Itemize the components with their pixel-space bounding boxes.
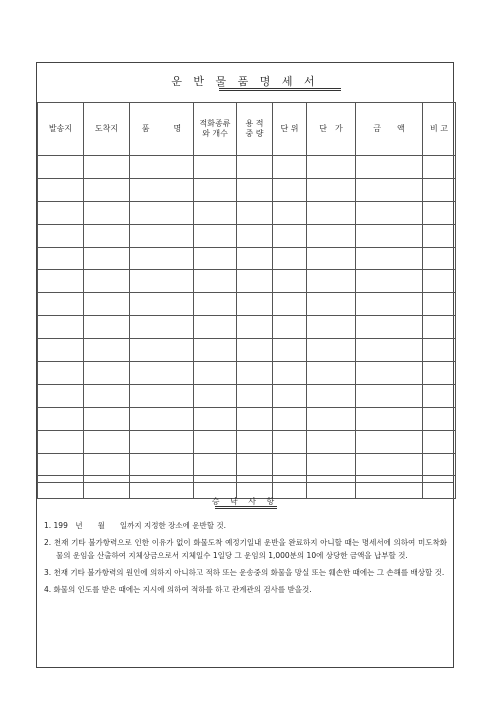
table-cell[interactable] (423, 316, 456, 339)
table-cell[interactable] (38, 201, 84, 224)
terms-list (44, 519, 447, 600)
form-frame (36, 62, 454, 668)
table-cell[interactable] (130, 224, 194, 247)
table-cell[interactable] (84, 362, 130, 385)
title-area (37, 63, 453, 102)
table-cell[interactable] (237, 453, 273, 476)
terms-item: 1. 199 년 월 일까지 지정한 장소에 운반할 것. (44, 521, 226, 530)
table-cell[interactable] (356, 339, 423, 362)
title-underline-1 (219, 88, 341, 89)
column-header: 단 위 (273, 103, 307, 156)
table-cell[interactable] (194, 430, 237, 453)
table-cell[interactable] (273, 293, 307, 316)
table-cell[interactable] (237, 362, 273, 385)
table-row (38, 178, 456, 201)
terms-item: 3. 천재 기타 불가항력의 원인에 의하지 아니하고 적하 또는 운송중의 화물을 망실 또는 훼손한 때에는 그 손해를 배상할 것. (44, 568, 445, 577)
table-cell[interactable] (237, 384, 273, 407)
table-cell[interactable] (130, 156, 194, 179)
table-cell[interactable] (130, 407, 194, 430)
table-cell[interactable] (38, 430, 84, 453)
table-cell[interactable] (194, 270, 237, 293)
table-cell[interactable] (423, 453, 456, 476)
table-cell[interactable] (423, 293, 456, 316)
table-cell[interactable] (273, 453, 307, 476)
table-cell[interactable] (130, 293, 194, 316)
table-cell[interactable] (194, 156, 237, 179)
table-cell[interactable] (273, 201, 307, 224)
table-cell[interactable] (84, 178, 130, 201)
table-cell[interactable] (130, 270, 194, 293)
table-cell[interactable] (130, 201, 194, 224)
table-cell[interactable] (423, 384, 456, 407)
table-cell[interactable] (237, 156, 273, 179)
table-cell[interactable] (356, 430, 423, 453)
table-body (38, 156, 456, 499)
table-row (38, 201, 456, 224)
table-cell[interactable] (273, 270, 307, 293)
column-header: 품 명 (130, 103, 194, 156)
table-cell[interactable] (237, 270, 273, 293)
table-cell[interactable] (356, 156, 423, 179)
table-cell[interactable] (38, 384, 84, 407)
table-row (38, 156, 456, 179)
table-row (38, 384, 456, 407)
table-row (38, 453, 456, 476)
column-header: 도착지 (84, 103, 130, 156)
table-cell[interactable] (273, 407, 307, 430)
table-cell[interactable] (273, 430, 307, 453)
table-cell[interactable] (307, 178, 356, 201)
table-row (38, 316, 456, 339)
table-cell[interactable] (84, 156, 130, 179)
table-cell[interactable] (237, 247, 273, 270)
table-cell[interactable] (130, 430, 194, 453)
table-cell[interactable] (194, 384, 237, 407)
table-cell[interactable] (194, 201, 237, 224)
table-cell[interactable] (423, 270, 456, 293)
table-cell[interactable] (84, 384, 130, 407)
table-cell[interactable] (194, 178, 237, 201)
table-cell[interactable] (38, 362, 84, 385)
table-cell[interactable] (38, 453, 84, 476)
table-cell[interactable] (307, 316, 356, 339)
column-header: 금 액 (356, 103, 423, 156)
table-row (38, 224, 456, 247)
table-cell[interactable] (130, 316, 194, 339)
table-cell[interactable] (194, 453, 237, 476)
table-cell[interactable] (237, 407, 273, 430)
table-cell[interactable] (356, 407, 423, 430)
table-row (38, 407, 456, 430)
table-cell[interactable] (130, 362, 194, 385)
table-cell[interactable] (307, 384, 356, 407)
column-header: 적화종류 와 개수 (194, 103, 237, 156)
table-cell[interactable] (307, 201, 356, 224)
terms-underline-2 (215, 508, 277, 509)
table-cell[interactable] (307, 339, 356, 362)
table-cell[interactable] (356, 453, 423, 476)
table-cell[interactable] (356, 316, 423, 339)
table-row (38, 247, 456, 270)
table-cell[interactable] (307, 407, 356, 430)
document-title: 운 반 물 품 명 세 서 (171, 75, 319, 88)
table-cell[interactable] (423, 430, 456, 453)
table-cell[interactable] (38, 407, 84, 430)
table-cell[interactable] (423, 339, 456, 362)
table-cell[interactable] (273, 384, 307, 407)
table-cell[interactable] (307, 430, 356, 453)
table-cell[interactable] (273, 362, 307, 385)
table-cell[interactable] (84, 316, 130, 339)
table-cell[interactable] (84, 430, 130, 453)
table-cell[interactable] (38, 339, 84, 362)
table-cell[interactable] (273, 339, 307, 362)
table-cell[interactable] (273, 156, 307, 179)
shipment-table (37, 102, 456, 499)
table-cell[interactable] (423, 201, 456, 224)
table-cell[interactable] (130, 178, 194, 201)
column-header: 단 가 (307, 103, 356, 156)
table-cell[interactable] (237, 178, 273, 201)
table-cell[interactable] (194, 293, 237, 316)
table-cell[interactable] (423, 178, 456, 201)
title-underline-2 (219, 90, 341, 91)
terms-item: 4. 화물의 인도를 받은 때에는 지시에 의하여 적하를 하고 관계관의 검사를 받을것. (44, 585, 312, 594)
table-cell[interactable] (84, 407, 130, 430)
column-header: 비 고 (423, 103, 456, 156)
table-cell[interactable] (84, 224, 130, 247)
table-cell[interactable] (130, 247, 194, 270)
table-cell[interactable] (84, 201, 130, 224)
table-cell[interactable] (423, 156, 456, 179)
table-cell[interactable] (194, 247, 237, 270)
table-cell[interactable] (237, 201, 273, 224)
table-header-row (38, 103, 456, 156)
table-cell[interactable] (38, 316, 84, 339)
table-cell[interactable] (356, 270, 423, 293)
table-cell[interactable] (38, 156, 84, 179)
table-cell[interactable] (307, 224, 356, 247)
table-cell[interactable] (194, 316, 237, 339)
table-row (38, 270, 456, 293)
table-cell[interactable] (356, 178, 423, 201)
table-cell[interactable] (273, 178, 307, 201)
table-cell[interactable] (307, 270, 356, 293)
table-cell[interactable] (194, 362, 237, 385)
table-cell[interactable] (130, 384, 194, 407)
table-cell[interactable] (237, 293, 273, 316)
table-cell[interactable] (38, 178, 84, 201)
table-cell[interactable] (356, 224, 423, 247)
table-cell[interactable] (356, 362, 423, 385)
table-cell[interactable] (237, 339, 273, 362)
table-cell[interactable] (273, 224, 307, 247)
terms-item: 2. 천재 기타 불가항력으로 인한 이유가 없이 화물도착 예정기일내 운반을 완료하지 아니할 때는 명세서에 의하여 미도착화물의 운임을 산출하여 지체상금으로서 지체일수 1일당 그 운임의 1,000분의 10에 상당한 금액을 납부할 것. (44, 538, 447, 560)
table-cell[interactable] (130, 339, 194, 362)
table-row (38, 430, 456, 453)
terms-section (37, 482, 453, 670)
table-row (38, 362, 456, 385)
table-cell[interactable] (130, 453, 194, 476)
table-cell[interactable] (38, 247, 84, 270)
table-cell[interactable] (84, 270, 130, 293)
column-header: 용 적 중 량 (237, 103, 273, 156)
table-cell[interactable] (423, 224, 456, 247)
table-cell[interactable] (84, 293, 130, 316)
table-cell[interactable] (194, 339, 237, 362)
table-row (38, 339, 456, 362)
table-cell[interactable] (84, 453, 130, 476)
table-cell[interactable] (356, 384, 423, 407)
table-cell[interactable] (38, 224, 84, 247)
table-cell[interactable] (194, 224, 237, 247)
table-cell[interactable] (194, 407, 237, 430)
table-cell[interactable] (307, 247, 356, 270)
table-row (38, 293, 456, 316)
table-cell[interactable] (84, 339, 130, 362)
table-cell[interactable] (84, 247, 130, 270)
table-cell[interactable] (307, 362, 356, 385)
table-cell[interactable] (237, 430, 273, 453)
terms-title: 승 낙 사 항 (211, 497, 279, 506)
table-cell[interactable] (356, 201, 423, 224)
terms-underline-1 (215, 506, 277, 507)
table-cell[interactable] (273, 247, 307, 270)
table-cell[interactable] (356, 293, 423, 316)
table-cell[interactable] (307, 156, 356, 179)
table-cell[interactable] (237, 224, 273, 247)
table-cell[interactable] (423, 362, 456, 385)
table-cell[interactable] (307, 293, 356, 316)
table-cell[interactable] (38, 293, 84, 316)
table-cell[interactable] (307, 453, 356, 476)
table-cell[interactable] (356, 247, 423, 270)
column-header: 발송지 (38, 103, 84, 156)
table-cell[interactable] (38, 270, 84, 293)
table-cell[interactable] (423, 247, 456, 270)
table-cell[interactable] (273, 316, 307, 339)
table-cell[interactable] (237, 316, 273, 339)
table-cell[interactable] (423, 407, 456, 430)
